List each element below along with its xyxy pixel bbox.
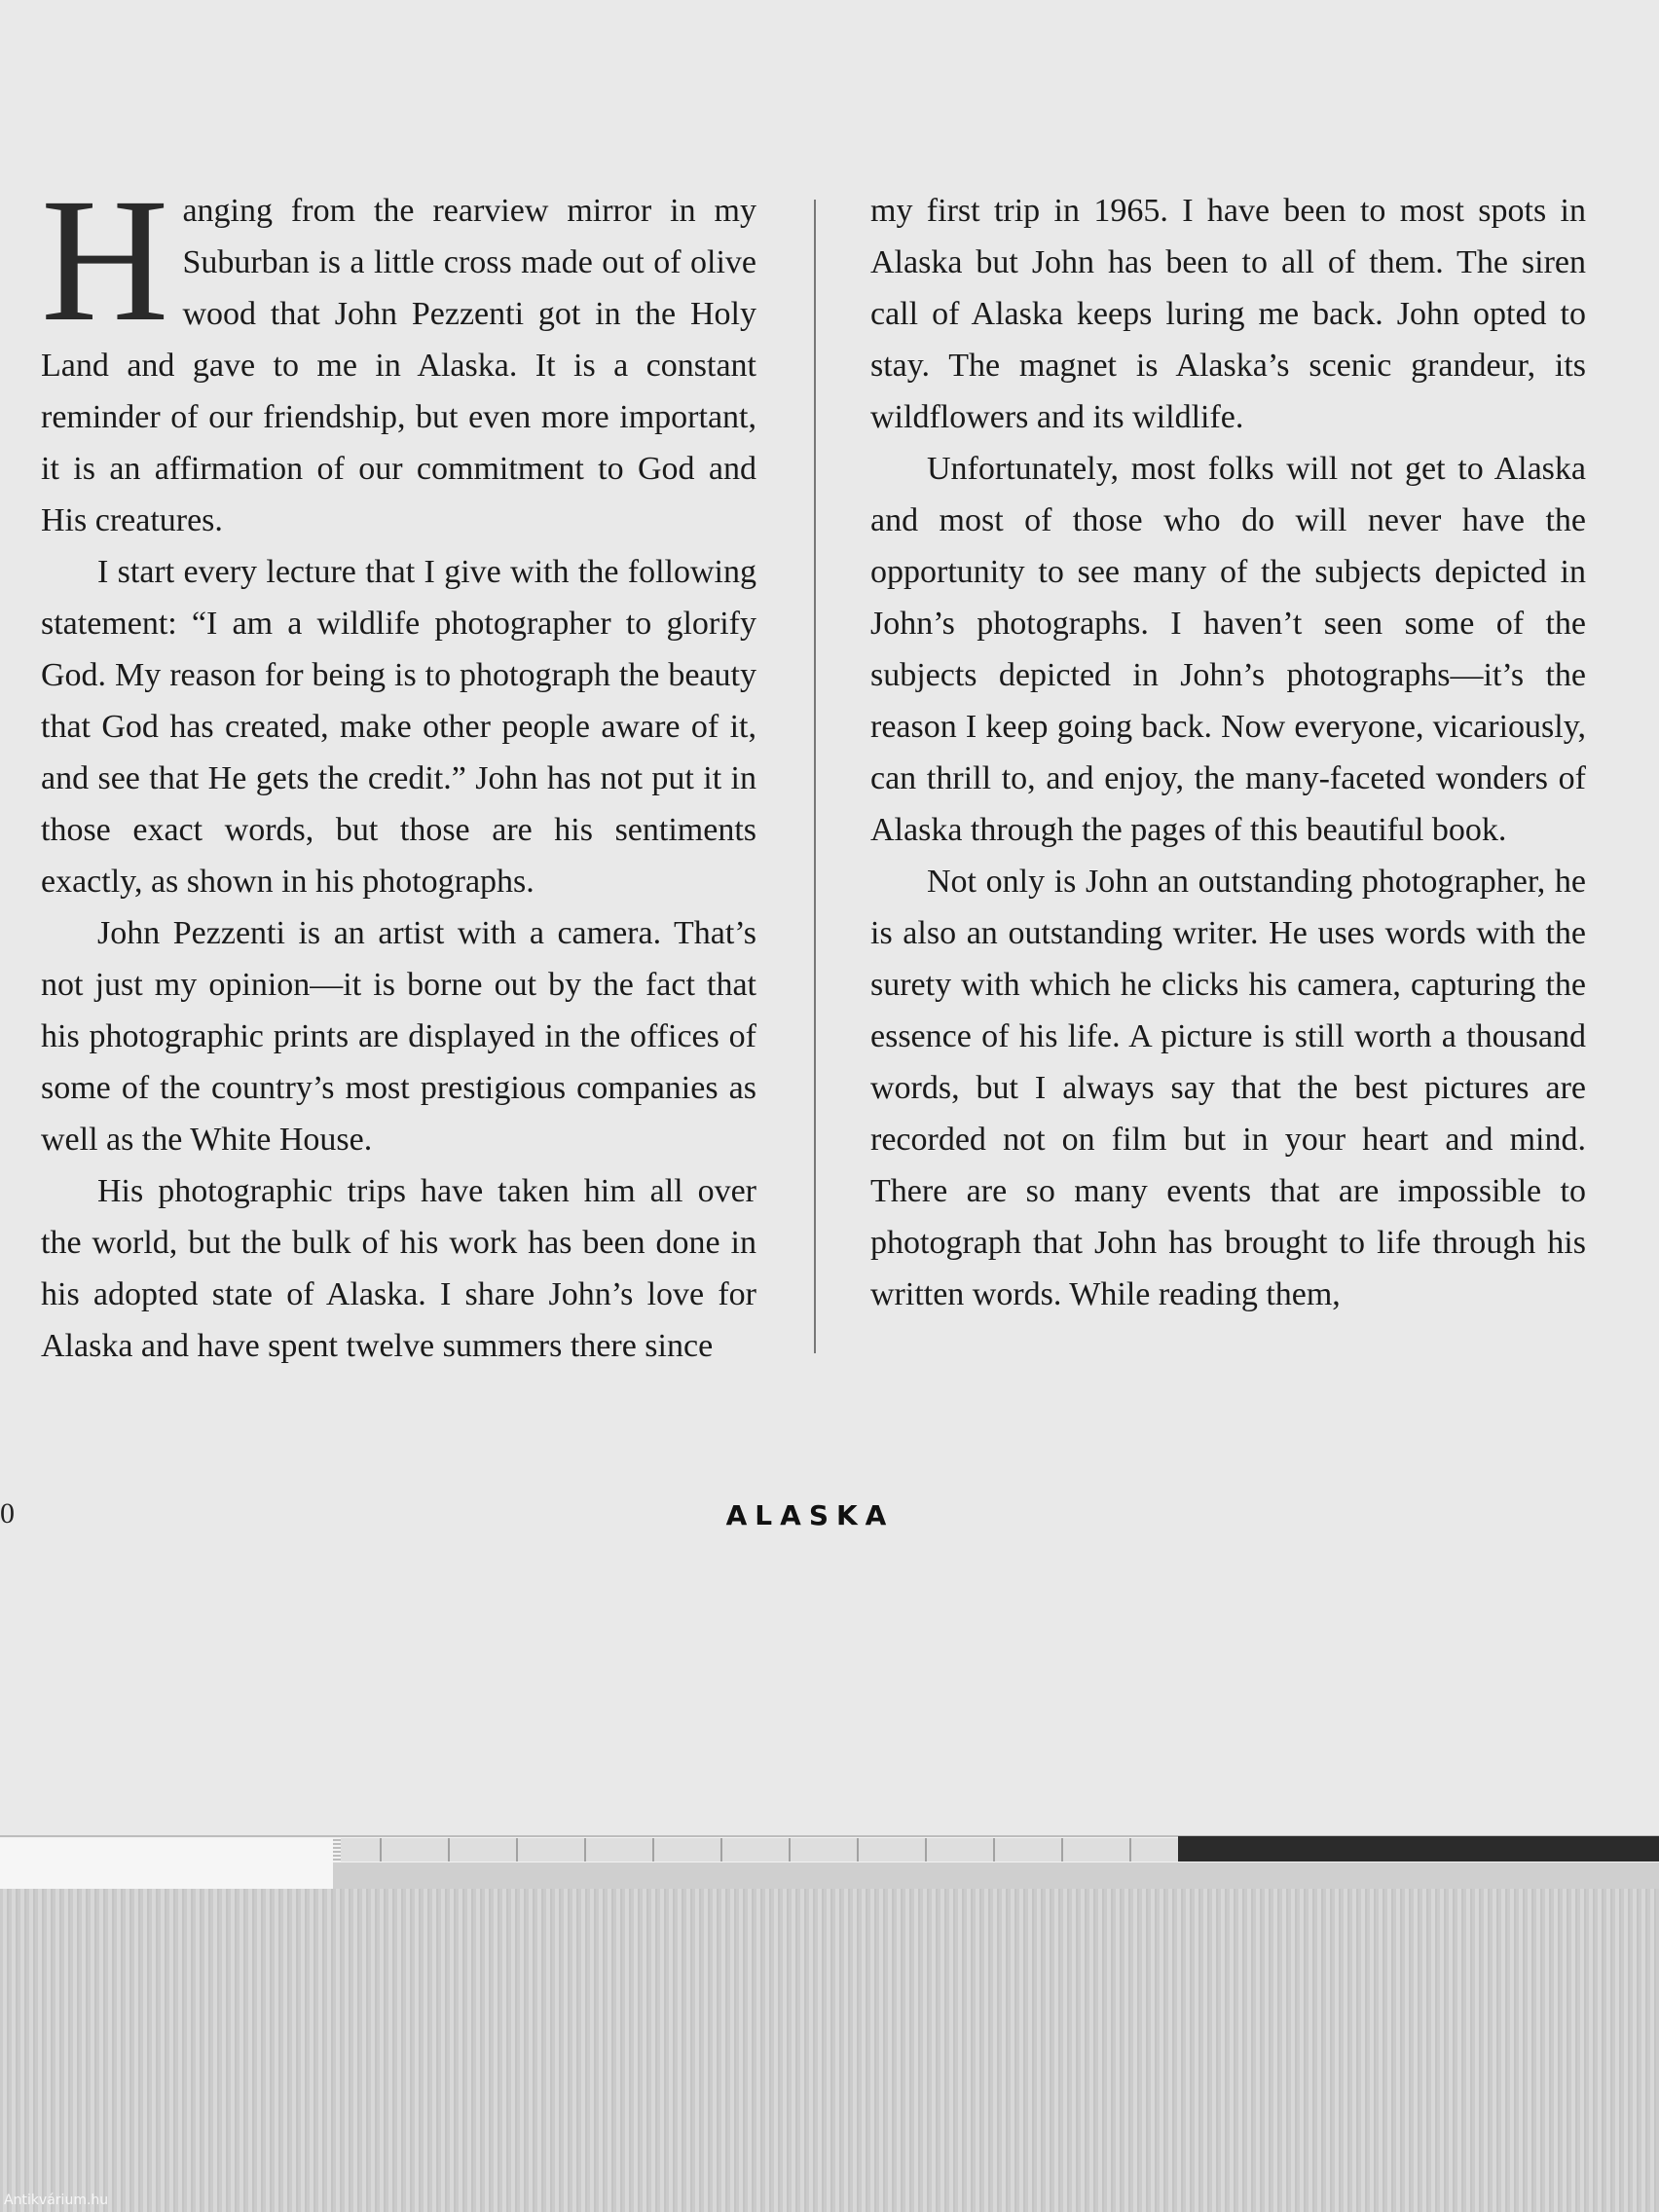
left-column <box>41 163 756 1372</box>
watermark: Antikvárium.hu <box>4 2193 109 2208</box>
right-column <box>870 185 1586 1320</box>
paper-tab <box>0 1838 333 1890</box>
paragraph-7: Not only is John an outstanding photographer, he is also an outstanding writer. He uses words with the surety with which he clicks his camera, capturing the essence of his life. A picture is still worth a thousand words, but I always say that the best pictures are recorded not on film but in your heart and mind. There are so many events that are impossible to photograph that John has brought to life through his written words. While reading them, <box>870 864 1586 1312</box>
table-surface <box>0 1889 1659 2212</box>
paragraph-1: Hanging from the rearview mirror in my Suburban is a little cross made out of olive wood that John Pezzenti got in the Holy Land and gave to me in Alaska. It is a constant reminder of our friendship, but even more important, it is an affirmation of our commitment to God and His creatures. <box>41 163 756 538</box>
paragraph-3: John Pezzenti is an artist with a camera. That’s not just my opinion—it is borne out by the fact that his photographic prints are displayed in the offices of some of the country’s most prestigious companies as well as the White House. <box>41 915 756 1158</box>
running-head: ALASKA <box>725 1499 895 1531</box>
page-number: 0 <box>0 1497 15 1530</box>
paragraph-4: His photographic trips have taken him all over the world, but the bulk of his work has been done in his adopted state of Alaska. I share John’s love for Alaska and have spent twelve summers there since <box>41 1173 756 1364</box>
drop-cap: H <box>41 163 169 358</box>
paragraph-5: my first trip in 1965. I have been to most spots in Alaska but John has been to all of them. The siren call of Alaska keeps luring me back. John opted to stay. The magnet is Alaska’s scenic grandeur, its wildflowers and its wildlife. <box>870 193 1586 435</box>
paragraph-6: Unfortunately, most folks will not get to Alaska and most of those who do will never have the opportunity to see many of the subjects depicted in John’s photographs. I haven’t seen some of the subjects depicted in John’s photographs—it’s the reason I keep going back. Now everyone, vicariously, can thrill to, and enjoy, the many-faceted wonders of Alaska through the pages of this beautiful book. <box>870 451 1586 848</box>
cover-strip <box>341 1838 1178 1862</box>
cover-board <box>1178 1836 1659 1862</box>
paragraph-2: I start every lecture that I give with the following statement: “I am a wildlife photographer to glorify God. My reason for being is to photograph the beauty that God has created, make other people aware of it, and see that He gets the credit.” John has not put it in those exact words, but those are his sentiments exactly, as shown in his photographs. <box>41 554 756 900</box>
column-rule <box>814 200 816 1353</box>
